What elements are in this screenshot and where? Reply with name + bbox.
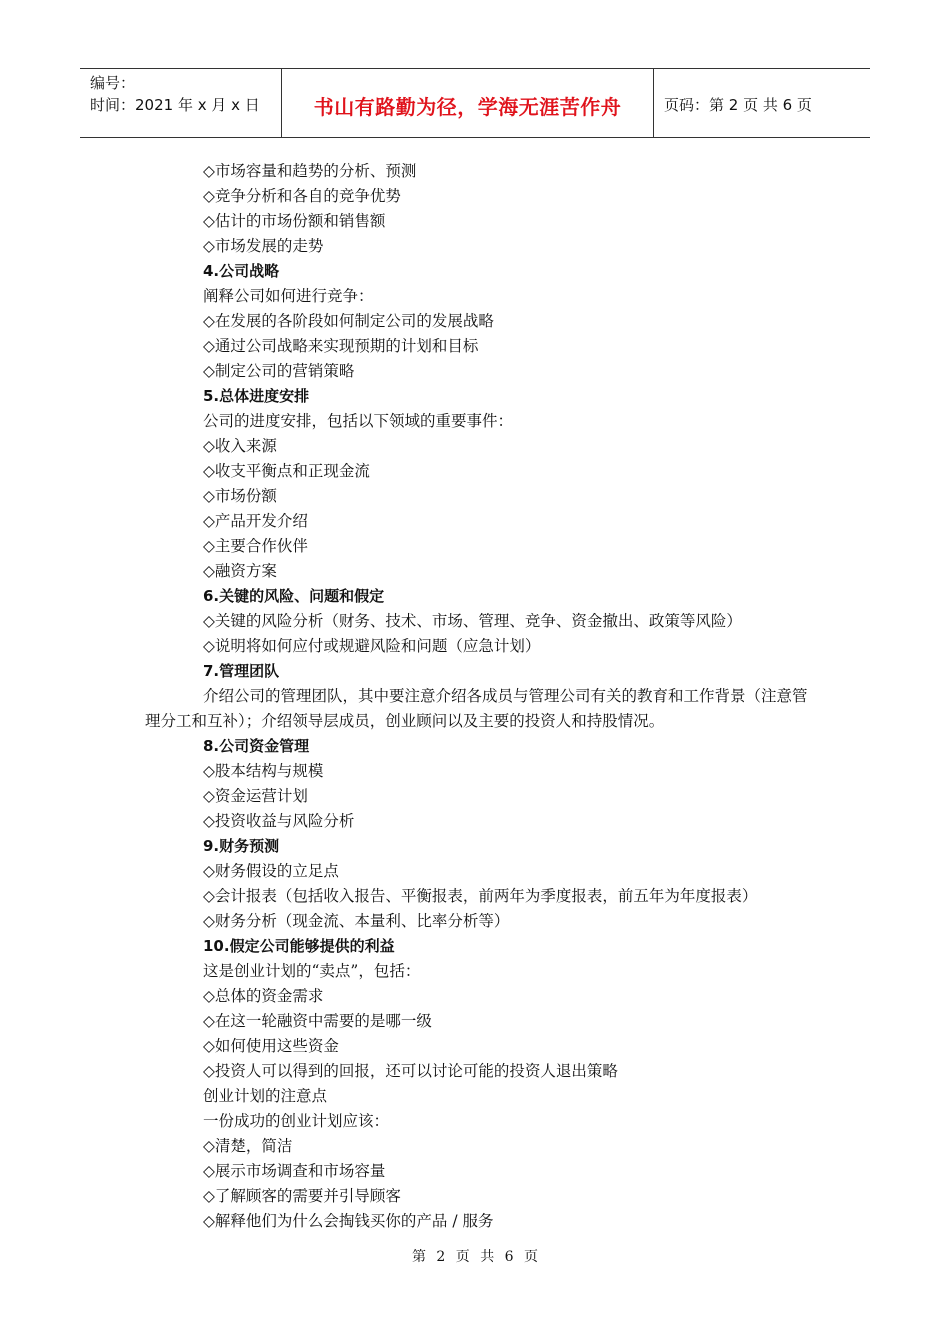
- text-line: ◇市场份额: [203, 487, 277, 505]
- section-heading: 7.管理团队: [203, 662, 280, 680]
- section-block-2: [0, 734, 950, 1234]
- text-line: 一份成功的创业计划应该：: [203, 1112, 390, 1130]
- section-heading: 4.公司战略: [203, 262, 280, 280]
- text-line: ◇在这一轮融资中需要的是哪一级: [203, 1012, 432, 1030]
- text-line: ◇制定公司的营销策略: [203, 362, 355, 380]
- text-line: ◇在发展的各阶段如何制定公司的发展战略: [203, 312, 494, 330]
- header-meta: [80, 69, 282, 137]
- section-heading: 10.假定公司能够提供的利益: [203, 937, 395, 955]
- section-block-1: [0, 159, 950, 684]
- text-line: ◇融资方案: [203, 562, 277, 580]
- text-line: 创业计划的注意点: [203, 1087, 328, 1105]
- text-line: ◇财务分析（现金流、本量利、比率分析等）: [203, 912, 510, 930]
- section-heading: 8.公司资金管理: [203, 737, 310, 755]
- header-motto: 书山有路勤为径，学海无涯苦作舟: [282, 69, 654, 137]
- text-line: ◇投资收益与风险分析: [203, 812, 355, 830]
- document-number-label: 编号：: [90, 74, 136, 92]
- text-line: ◇关键的风险分析（财务、技术、市场、管理、竞争、资金撤出、政策等风险）: [203, 612, 742, 630]
- text-line: ◇产品开发介绍: [203, 512, 308, 530]
- section-heading: 6.关键的风险、问题和假定: [203, 587, 385, 605]
- text-line: ◇市场发展的走势: [203, 237, 324, 255]
- management-team-paragraph: 介绍公司的管理团队，其中要注意介绍各成员与管理公司有关的教育和工作背景（注意管理分工和互补）；介绍领导层成员，创业顾问以及主要的投资人和持股情况。: [145, 687, 808, 730]
- text-line: ◇收支平衡点和正现金流: [203, 462, 370, 480]
- text-line: ◇市场容量和趋势的分析、预测: [203, 162, 417, 180]
- text-line: ◇股本结构与规模: [203, 762, 324, 780]
- document-body: [0, 159, 950, 1234]
- section-heading: 5.总体进度安排: [203, 387, 310, 405]
- text-line: ◇财务假设的立足点: [203, 862, 339, 880]
- text-line: 这是创业计划的“卖点”，包括：: [203, 962, 421, 980]
- text-line: ◇投资人可以得到的回报，还可以讨论可能的投资人退出策略: [203, 1062, 618, 1080]
- text-line: ◇通过公司战略来实现预期的计划和目标: [203, 337, 479, 355]
- section-heading: 9.财务预测: [203, 837, 280, 855]
- text-line: ◇展示市场调查和市场容量: [203, 1162, 386, 1180]
- text-line: 公司的进度安排，包括以下领域的重要事件：: [203, 412, 514, 430]
- text-line: ◇会计报表（包括收入报告、平衡报表，前两年为季度报表，前五年为年度报表）: [203, 887, 758, 905]
- text-line: ◇清楚，简洁: [203, 1137, 293, 1155]
- text-line: ◇估计的市场份额和销售额: [203, 212, 386, 230]
- page-header: [80, 68, 870, 138]
- text-line: ◇资金运营计划: [203, 787, 308, 805]
- text-line: ◇主要合作伙伴: [203, 537, 308, 555]
- text-line: ◇如何使用这些资金: [203, 1037, 339, 1055]
- text-line: ◇说明将如何应付或规避风险和问题（应急计划）: [203, 637, 541, 655]
- text-line: 阐释公司如何进行竞争：: [203, 287, 374, 305]
- text-line: ◇总体的资金需求: [203, 987, 324, 1005]
- text-line: ◇了解顾客的需要并引导顾客: [203, 1187, 401, 1205]
- text-line: ◇收入来源: [203, 437, 277, 455]
- page-footer: 第 2 页 共 6 页: [411, 1249, 539, 1265]
- text-line: ◇竞争分析和各自的竞争优势: [203, 187, 401, 205]
- header-page-info: 页码：第 2 页 共 6 页: [664, 95, 812, 114]
- text-line: ◇解释他们为什么会掏钱买你的产品 / 服务: [203, 1212, 494, 1230]
- document-time: 时间：2021 年 x 月 x 日: [90, 96, 260, 114]
